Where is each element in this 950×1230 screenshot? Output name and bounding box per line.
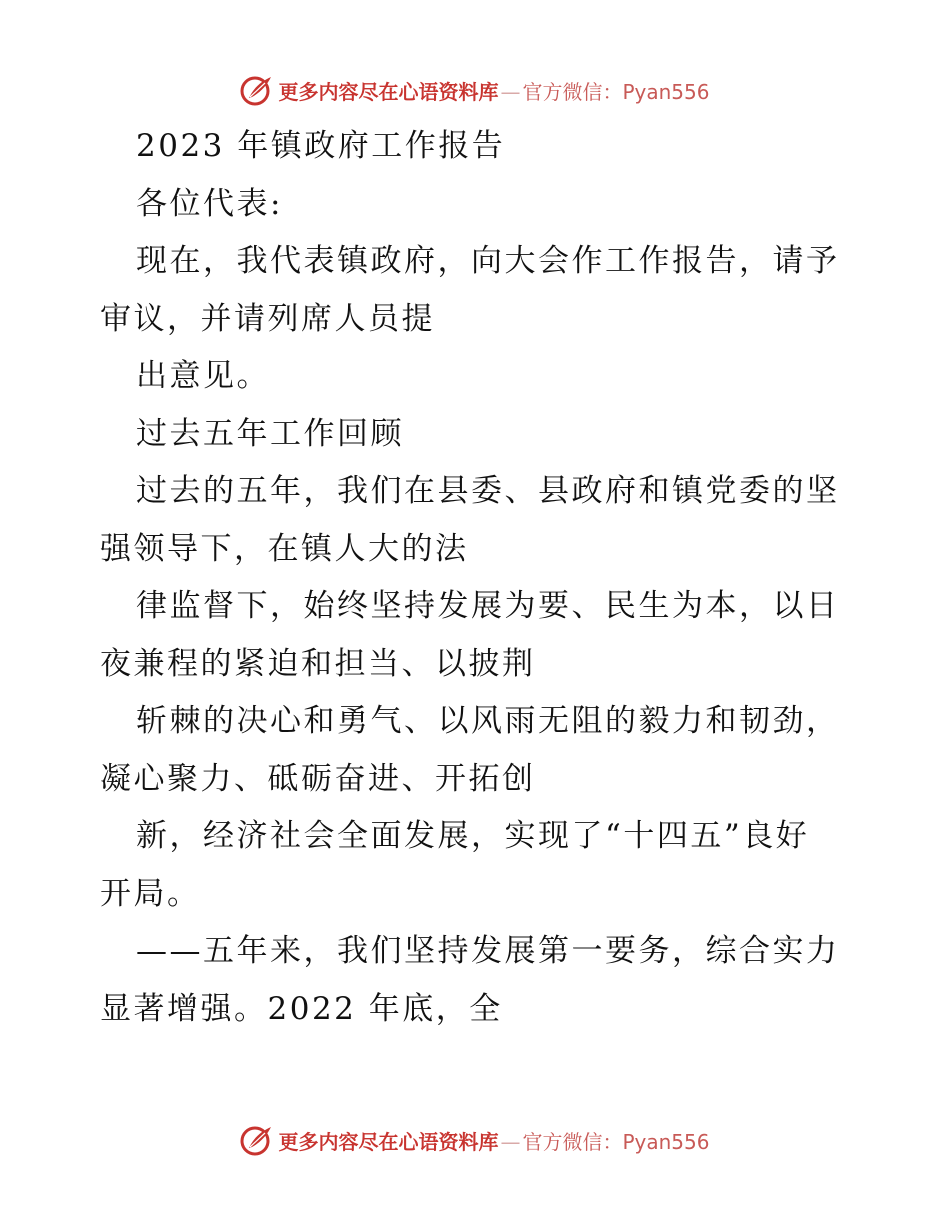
document-title: 2023 年镇政府工作报告 xyxy=(136,128,506,164)
watermark-text xyxy=(278,1126,709,1155)
text-line: 开局。 xyxy=(100,875,201,912)
text-line: 过去的五年，我们在县委、县政府和镇党委的坚 xyxy=(136,473,840,509)
text-line: 显著增强。2022 年底，全 xyxy=(100,990,503,1027)
watermark-main-text: 更多内容尽在心语资料库 xyxy=(278,79,499,104)
watermark-dash: — xyxy=(500,79,521,104)
text-line: 凝心聚力、砥砺奋进、开拓创 xyxy=(100,760,536,797)
watermark-sub-text: 官方微信：Pyan556 xyxy=(522,1129,710,1154)
feather-logo-icon xyxy=(240,73,274,107)
watermark-dash: — xyxy=(500,1129,521,1154)
watermark-main-text: 更多内容尽在心语资料库 xyxy=(278,1129,499,1154)
text-line: ——五年来，我们坚持发展第一要务，综合实力 xyxy=(136,933,840,969)
text-line: 审议，并请列席人员提 xyxy=(100,300,435,337)
salutation: 各位代表: xyxy=(136,185,283,222)
text-line: 现在，我代表镇政府，向大会作工作报告，请予 xyxy=(136,243,840,279)
text-line: 夜兼程的紧迫和担当、以披荆 xyxy=(100,645,536,682)
watermark-banner-bottom xyxy=(0,1120,950,1160)
watermark-sub-text: 官方微信：Pyan556 xyxy=(522,79,710,104)
text-line: 斩棘的决心和勇气、以风雨无阻的毅力和韧劲， xyxy=(136,703,840,739)
text-line: 出意见。 xyxy=(136,358,270,394)
feather-logo-icon xyxy=(240,1123,274,1157)
watermark-banner-top xyxy=(0,70,950,110)
text-line: 律监督下，始终坚持发展为要、民生为本，以日 xyxy=(136,588,840,624)
text-line: 新，经济社会全面发展，实现了“十四五”良好 xyxy=(136,818,810,854)
watermark-text xyxy=(278,76,709,105)
document-body xyxy=(100,118,860,1038)
section-heading: 过去五年工作回顾 xyxy=(136,415,404,452)
text-line: 强领导下，在镇人大的法 xyxy=(100,530,469,567)
